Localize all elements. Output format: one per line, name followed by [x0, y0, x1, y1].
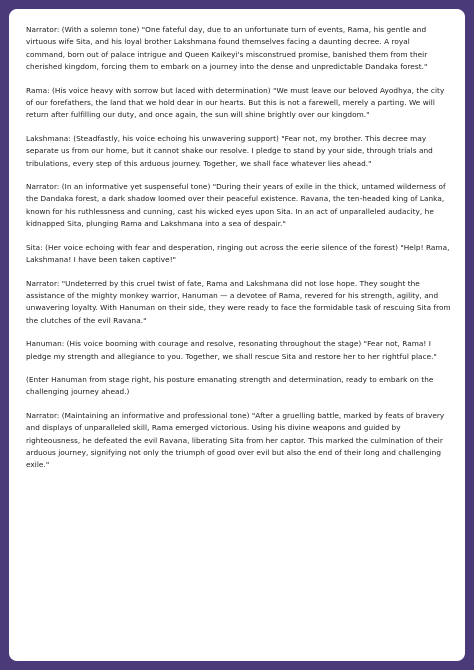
- narrator-paragraph: Narrator: (Maintaining an informative and professional tone) "After a gruelling battle, marked by feats of bravery and displays of unparalleled skill, Rama emerged victorious. Using his divine weapons and guided by righteousness, he defeated the evil Ravana, liberating Sita from her captor. This marked the culmination of their arduous journey, signifying not only the triumph of good over evil but also the end of their long and challenging exile.": [26, 410, 445, 470]
- lakshmana-paragraph: Lakshmana: (Steadfastly, his voice echoing his unwavering support) "Fear not, my brother. This decree may separate us from our home, but it cannot shake our resolve. I pledge to stand by your side, through trials and tribulations, every step of this arduous journey. Together, we shall face whatever lies ahead.": [26, 133, 433, 168]
- narrator-paragraph: Narrator: (With a solemn tone) "One fateful day, due to an unfortunate turn of events, Rama, his gentle and virtuous wife Sita, and his loyal brother Lakshmana found themselves facing a daunting decree. A royal command, born out of palace intrigue and Queen Kaikeyi's misconstrued promise, banished them from their cherished kingdom, forcing them to embark on a journey into the dense and unpredictable Dandaka forest.": [26, 25, 428, 72]
- hanuman-paragraph: Hanuman: (His voice booming with courage and resolve, resonating throughout the stage) "Fear not, Rama! I pledge my strength and allegiance to you. Together, we shall rescue Sita and restore her to her rightful place.": [26, 339, 437, 361]
- script-page: [9, 9, 465, 661]
- script-body: [26, 24, 451, 483]
- rama-paragraph: Rama: (His voice heavy with sorrow but laced with determination) "We must leave our beloved Ayodhya, the city of our forefathers, the land that we hold dear in our hearts. But this is not a farewell, merely a parting. We will return after fulfilling our duty, and once again, the sun will shine brightly over our kingdom.": [26, 85, 445, 120]
- sita-paragraph: Sita: (Her voice echoing with fear and desperation, ringing out across the eerie silence of the forest) "Help! Rama, Lakshmana! I have been taken captive!": [26, 242, 450, 265]
- narrator-paragraph: Narrator: "Undeterred by this cruel twist of fate, Rama and Lakshmana did not lose hope. They sought the assistance of the mighty monkey warrior, Hanuman — a devotee of Rama, revered for his strength, agility, and unwavering loyalty. With Hanuman on their side, they were ready to face the formidable task of rescuing Sita from the clutches of the evil Ravana.": [26, 278, 451, 325]
- narrator-paragraph: Narrator: (In an informative yet suspenseful tone) "During their years of exile in the thick, untamed wilderness of the Dandaka forest, a dark shadow loomed over their peaceful existence. Ravana, the ten-headed king of Lanka, known for his ruthlessness and cunning, cast his wicked eyes upon Sita. In an act of unparalleled audacity, he kidnapped Sita, plunging Rama and Lakshmana into a sea of despair.": [26, 182, 446, 229]
- stage-direction: (Enter Hanuman from stage right, his posture emanating strength and determination, ready to embark on the challenging journey ahead.): [26, 374, 434, 397]
